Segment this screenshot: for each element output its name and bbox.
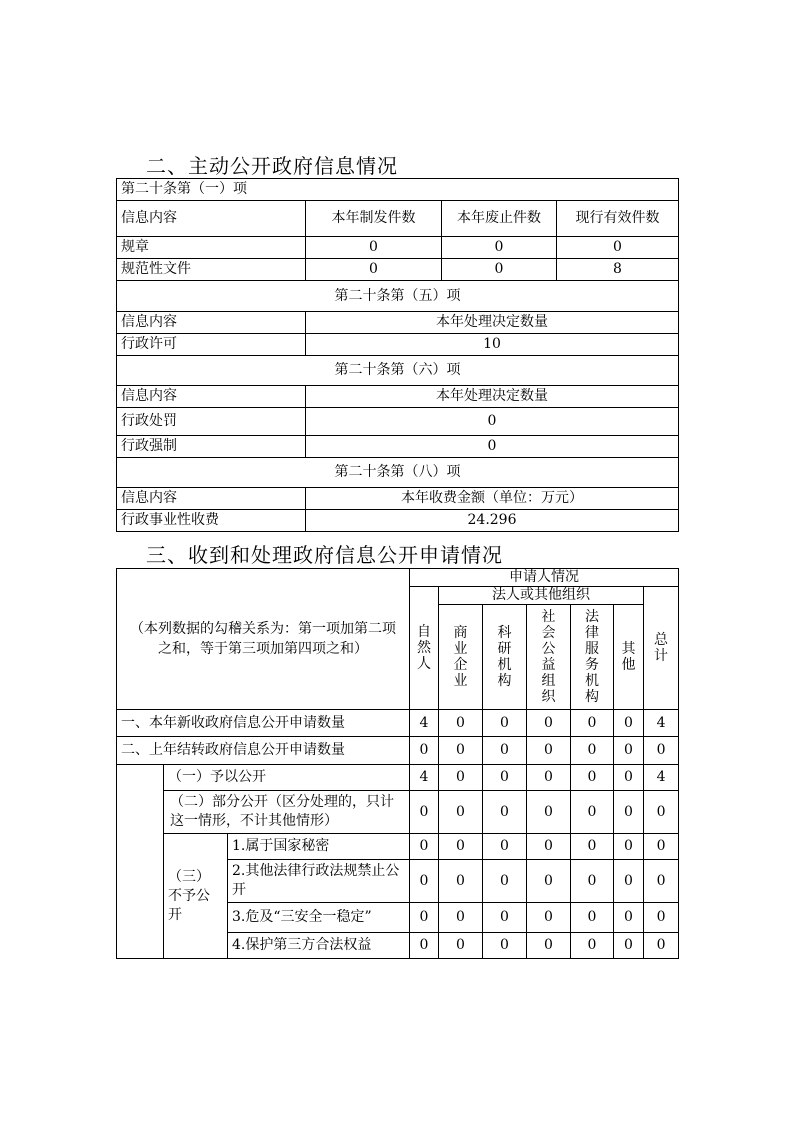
table-cell: 0 bbox=[571, 903, 614, 933]
table-cell: 0 bbox=[614, 860, 644, 903]
table-cell: 0 bbox=[614, 737, 644, 765]
col-research-header: 科研机构 bbox=[483, 605, 527, 710]
table-cell: 0 bbox=[483, 834, 527, 860]
table-cell: 0 bbox=[306, 237, 442, 259]
col-valid-header: 现行有效件数 bbox=[557, 201, 679, 237]
row3-group-cell bbox=[117, 765, 164, 959]
note-cell: （本列数据的勾稽关系为：第一项加第二项之和，等于第三项加第四项之和） bbox=[117, 569, 410, 710]
table-cell: 0 bbox=[410, 860, 439, 903]
table-cell: 0 bbox=[614, 903, 644, 933]
table-cell: 0 bbox=[614, 765, 644, 791]
table-cell: 4 bbox=[410, 765, 439, 791]
table-cell: 0 bbox=[442, 237, 557, 259]
table-cell: 0 bbox=[483, 737, 527, 765]
table-cell: 0 bbox=[527, 710, 571, 737]
r3b-label: （二）部分公开（区分处理的，只计这一情形，不计其他情形） bbox=[164, 791, 410, 834]
table-row-label: 行政处罚 bbox=[117, 408, 306, 436]
table-cell: 0 bbox=[483, 903, 527, 933]
r3c-label: 4.保护第三方合法权益 bbox=[228, 933, 410, 959]
table-cell: 0 bbox=[439, 860, 483, 903]
table-cell: 0 bbox=[527, 933, 571, 959]
section3-heading: 三、收到和处理政府信息公开申请情况 bbox=[146, 543, 503, 567]
table-cell: 0 bbox=[644, 860, 679, 903]
table-cell: 0 bbox=[410, 834, 439, 860]
r3c-label: 3.危及“三安全一稳定” bbox=[228, 903, 410, 933]
table-cell: 0 bbox=[614, 791, 644, 834]
legal-header: 法人或其他组织 bbox=[439, 587, 644, 605]
table-cell: 0 bbox=[644, 791, 679, 834]
table-cell: 0 bbox=[571, 933, 614, 959]
table-cell: 0 bbox=[483, 710, 527, 737]
table-cell: 8 bbox=[557, 259, 679, 281]
section2-heading: 二、主动公开政府信息情况 bbox=[146, 154, 398, 178]
r3c-group-label: （三）不予公开 bbox=[164, 834, 228, 959]
art6-count-header: 本年处理决定数量 bbox=[306, 386, 679, 408]
col-natural-header: 自然人 bbox=[410, 587, 439, 710]
art6-content-header: 信息内容 bbox=[117, 386, 306, 408]
table-cell: 0 bbox=[439, 933, 483, 959]
table-cell: 0 bbox=[439, 710, 483, 737]
table-cell: 0 bbox=[644, 903, 679, 933]
table-cell: 0 bbox=[306, 436, 679, 458]
col-business-header: 商业企业 bbox=[439, 605, 483, 710]
table-cell: 0 bbox=[557, 237, 679, 259]
col-content-header: 信息内容 bbox=[117, 201, 306, 237]
table-cell: 0 bbox=[483, 933, 527, 959]
table-cell: 0 bbox=[410, 933, 439, 959]
table-cell: 24.296 bbox=[306, 510, 679, 532]
row1-label: 一、本年新收政府信息公开申请数量 bbox=[117, 710, 410, 737]
table-cell: 0 bbox=[439, 737, 483, 765]
table-cell: 0 bbox=[439, 765, 483, 791]
art8-title: 第二十条第（八）项 bbox=[117, 458, 679, 488]
table-cell: 0 bbox=[439, 903, 483, 933]
table-cell: 0 bbox=[571, 737, 614, 765]
table-cell: 4 bbox=[410, 710, 439, 737]
art5-count-header: 本年处理决定数量 bbox=[306, 312, 679, 334]
table-cell: 4 bbox=[644, 765, 679, 791]
table-cell: 0 bbox=[644, 933, 679, 959]
r3c-label: 1.属于国家秘密 bbox=[228, 834, 410, 860]
applicant-header: 申请人情况 bbox=[410, 569, 679, 587]
application-table bbox=[116, 568, 679, 959]
table-cell: 0 bbox=[306, 259, 442, 281]
table-cell: 0 bbox=[644, 834, 679, 860]
col-other-header: 其他 bbox=[614, 605, 644, 710]
art8-content-header: 信息内容 bbox=[117, 488, 306, 510]
table-cell: 0 bbox=[483, 860, 527, 903]
row2-label: 二、上年结转政府信息公开申请数量 bbox=[117, 737, 410, 765]
col-total-header: 总计 bbox=[644, 587, 679, 710]
table-row-label: 行政许可 bbox=[117, 334, 306, 356]
table-cell: 0 bbox=[527, 903, 571, 933]
table-cell: 0 bbox=[527, 765, 571, 791]
table-cell: 0 bbox=[439, 834, 483, 860]
table-cell: 0 bbox=[527, 834, 571, 860]
art1-title: 第二十条第（一）项 bbox=[117, 179, 679, 201]
col-new-header: 本年制发件数 bbox=[306, 201, 442, 237]
table-cell: 0 bbox=[306, 408, 679, 436]
table-row-label: 行政强制 bbox=[117, 436, 306, 458]
table-cell: 0 bbox=[571, 860, 614, 903]
table-cell: 0 bbox=[439, 791, 483, 834]
proactive-disclosure-table bbox=[116, 178, 679, 532]
table-row-label: 行政事业性收费 bbox=[117, 510, 306, 532]
table-cell: 10 bbox=[306, 334, 679, 356]
art5-title: 第二十条第（五）项 bbox=[117, 281, 679, 312]
table-cell: 0 bbox=[442, 259, 557, 281]
table-cell: 4 bbox=[644, 710, 679, 737]
col-social-header: 社会公益组织 bbox=[527, 605, 571, 710]
table-cell: 0 bbox=[571, 765, 614, 791]
table-cell: 0 bbox=[527, 791, 571, 834]
table-cell: 0 bbox=[410, 791, 439, 834]
table-cell: 0 bbox=[527, 860, 571, 903]
table-cell: 0 bbox=[644, 737, 679, 765]
art6-title: 第二十条第（六）项 bbox=[117, 356, 679, 386]
table-cell: 0 bbox=[614, 710, 644, 737]
art5-content-header: 信息内容 bbox=[117, 312, 306, 334]
table-cell: 0 bbox=[483, 765, 527, 791]
table-cell: 0 bbox=[614, 933, 644, 959]
table-cell: 0 bbox=[410, 903, 439, 933]
col-abolish-header: 本年废止件数 bbox=[442, 201, 557, 237]
table-cell: 0 bbox=[571, 710, 614, 737]
table-cell: 0 bbox=[483, 791, 527, 834]
table-cell: 0 bbox=[614, 834, 644, 860]
table-cell: 0 bbox=[571, 834, 614, 860]
table-cell: 0 bbox=[527, 737, 571, 765]
table-row-label: 规章 bbox=[117, 237, 306, 259]
table-row-label: 规范性文件 bbox=[117, 259, 306, 281]
r3a-label: （一）予以公开 bbox=[164, 765, 410, 791]
table-cell: 0 bbox=[410, 737, 439, 765]
table-cell: 0 bbox=[571, 791, 614, 834]
col-law-header: 法律服务机构 bbox=[571, 605, 614, 710]
r3c-label: 2.其他法律行政法规禁止公开 bbox=[228, 860, 410, 903]
art8-amount-header: 本年收费金额（单位：万元） bbox=[306, 488, 679, 510]
